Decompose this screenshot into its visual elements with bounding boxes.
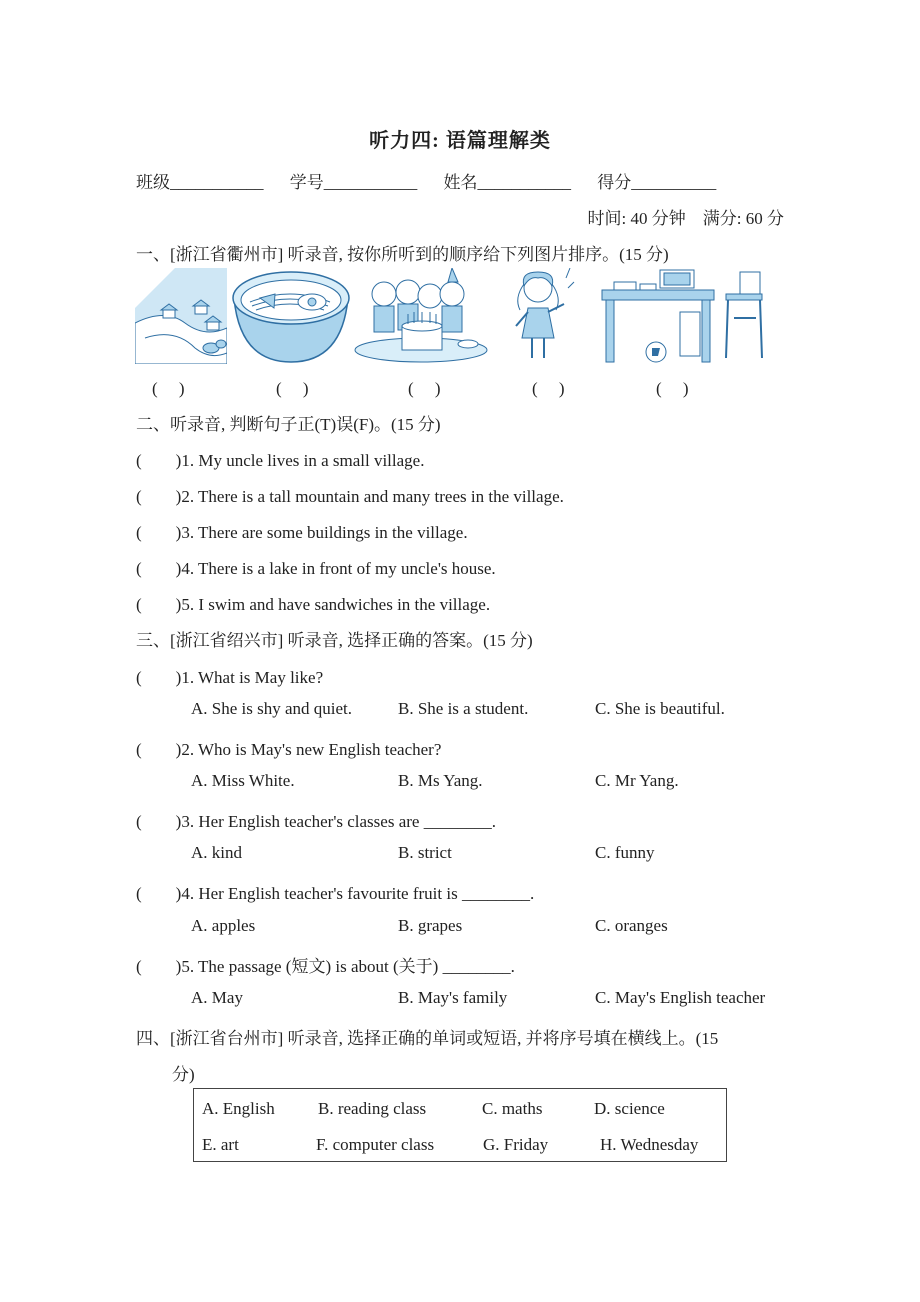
mc5-option-c[interactable]: C. May's English teacher <box>595 988 766 1007</box>
word-english: A. English <box>202 1099 275 1118</box>
tf-item-5[interactable]: ( )5. I swim and have sandwiches in the village. <box>136 595 491 614</box>
class-label: 班级___________ <box>136 173 264 192</box>
mc3-option-a[interactable]: A. kind <box>191 843 242 862</box>
mc-question-3[interactable]: ( )3. Her English teacher's classes are ________. <box>136 812 496 831</box>
village-picture <box>135 268 227 364</box>
picture3-blank[interactable]: ( ) <box>408 379 441 398</box>
mc4-option-b[interactable]: B. grapes <box>398 916 463 935</box>
mc-question-2[interactable]: ( )2. Who is May's new English teacher? <box>136 740 442 759</box>
mc-question-4[interactable]: ( )4. Her English teacher's favourite fruit is ________. <box>136 884 535 903</box>
tf-item-4[interactable]: ( )4. There is a lake in front of my uncle's house. <box>136 559 496 578</box>
section4-heading: 四、[浙江省台州市] 听录音, 选择正确的单词或短语, 并将序号填在横线上。(15 <box>136 1029 719 1048</box>
mc1-option-c[interactable]: C. She is beautiful. <box>595 699 725 718</box>
mc5-option-a[interactable]: A. May <box>191 988 243 1007</box>
picture4-blank[interactable]: ( ) <box>532 379 565 398</box>
mc4-option-c[interactable]: C. oranges <box>595 916 668 935</box>
word-science: D. science <box>594 1099 665 1118</box>
section1-heading: 一、[浙江省衢州市] 听录音, 按你所听到的顺序给下列图片排序。(15 分) <box>136 245 669 264</box>
section4-heading-cont: 分) <box>172 1065 195 1084</box>
word-wednesday: H. Wednesday <box>600 1135 699 1154</box>
word-art: E. art <box>202 1135 239 1154</box>
section2-heading: 二、听录音, 判断句子正(T)误(F)。(15 分) <box>136 415 441 434</box>
mc3-option-b[interactable]: B. strict <box>398 843 452 862</box>
student-info-line <box>136 168 738 193</box>
desk-computer-picture <box>600 268 768 364</box>
tf-item-3[interactable]: ( )3. There are some buildings in the village. <box>136 523 468 542</box>
page-title: 听力四: 语篇理解类 <box>369 130 551 152</box>
noodle-bowl-picture <box>230 268 352 364</box>
mc2-option-a[interactable]: A. Miss White. <box>191 771 295 790</box>
mc2-option-b[interactable]: B. Ms Yang. <box>398 771 483 790</box>
picture5-blank[interactable]: ( ) <box>656 379 689 398</box>
mc-question-1[interactable]: ( )1. What is May like? <box>136 668 324 687</box>
picture1-blank[interactable]: ( ) <box>152 379 185 398</box>
mc4-option-a[interactable]: A. apples <box>191 916 256 935</box>
mc2-option-c[interactable]: C. Mr Yang. <box>595 771 679 790</box>
tf-item-1[interactable]: ( )1. My uncle lives in a small village. <box>136 451 425 470</box>
word-computer-class: F. computer class <box>316 1135 435 1154</box>
mc1-option-b[interactable]: B. She is a student. <box>398 699 529 718</box>
picture2-blank[interactable]: ( ) <box>276 379 309 398</box>
word-maths: C. maths <box>482 1099 543 1118</box>
girl-picture <box>510 268 576 364</box>
word-bank <box>193 1088 727 1162</box>
tf-item-2[interactable]: ( )2. There is a tall mountain and many trees in the village. <box>136 487 564 506</box>
name-label: 姓名___________ <box>443 173 571 192</box>
id-label: 学号___________ <box>289 173 418 192</box>
mc5-option-b[interactable]: B. May's family <box>398 988 508 1007</box>
section3-heading: 三、[浙江省绍兴市] 听录音, 选择正确的答案。(15 分) <box>136 631 533 650</box>
word-reading-class: B. reading class <box>318 1099 427 1118</box>
birthday-party-picture <box>352 268 490 364</box>
mc3-option-c[interactable]: C. funny <box>595 843 655 862</box>
word-friday: G. Friday <box>483 1135 549 1154</box>
time-limit: 时间: 40 分钟 满分: 60 分 <box>587 209 784 228</box>
mc-question-5[interactable]: ( )5. The passage (短文) is about (关于) ________. <box>136 957 515 976</box>
mc1-option-a[interactable]: A. She is shy and quiet. <box>191 699 353 718</box>
score-label: 得分__________ <box>597 173 717 192</box>
